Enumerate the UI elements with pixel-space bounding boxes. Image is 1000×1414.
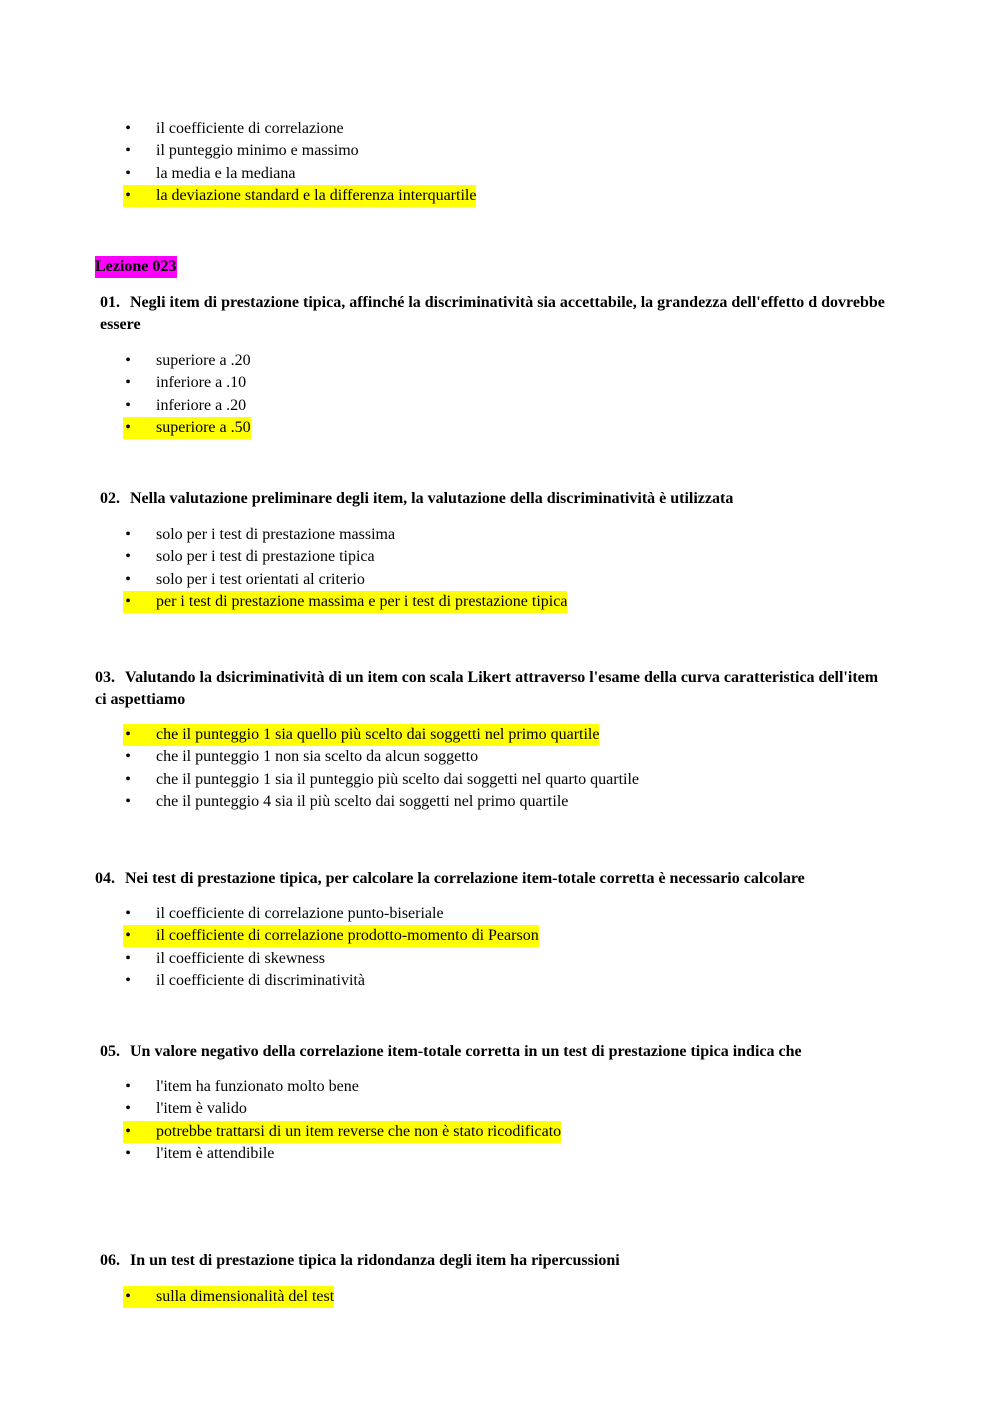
bullet-icon: • — [123, 1121, 133, 1143]
options-list — [95, 1286, 875, 1308]
bullet-icon: • — [125, 971, 131, 989]
option-item — [95, 1286, 875, 1308]
option-item — [95, 903, 875, 925]
question-number: 05. — [100, 1043, 120, 1060]
option-text: la deviazione standard e la differenza interquartile — [156, 185, 476, 207]
option-text: il coefficiente di correlazione prodotto-momento di Pearson — [156, 925, 539, 947]
options-list — [95, 903, 875, 992]
option-item — [95, 1143, 875, 1165]
option-text: il punteggio minimo e massimo — [156, 142, 359, 160]
bullet-icon: • — [123, 1286, 133, 1308]
question-03 — [95, 667, 885, 711]
options-list — [95, 350, 875, 439]
bullet-icon: • — [125, 770, 131, 788]
question-text: Nella valutazione preliminare degli item, la valutazione della discriminatività è utilizzata — [130, 490, 734, 507]
bullet-icon: • — [125, 905, 131, 922]
option-text: inferiore a .10 — [156, 374, 247, 392]
option-text: che il punteggio 1 sia quello più scelto dai soggetti nel primo quartile — [156, 724, 599, 746]
bullet-icon: • — [123, 925, 133, 947]
bullet-icon: • — [125, 142, 131, 160]
question-05-options — [95, 1076, 875, 1165]
bullet-icon: • — [123, 591, 133, 613]
bullet-icon: • — [123, 185, 133, 207]
option-item — [95, 1076, 875, 1098]
option-text: che il punteggio 1 sia il punteggio più scelto dai soggetti nel quarto quartile — [156, 770, 640, 788]
option-text: superiore a .50 — [156, 417, 251, 439]
option-item — [95, 163, 875, 185]
question-number: 01. — [100, 294, 120, 311]
option-text: solo per i test di prestazione massima — [156, 526, 396, 543]
option-item — [95, 185, 875, 207]
option-text: solo per i test orientati al criterio — [156, 570, 365, 588]
question-number: 04. — [95, 870, 115, 887]
option-item — [95, 769, 875, 791]
question-05 — [95, 1041, 890, 1063]
bullet-icon: • — [125, 570, 131, 588]
option-item — [95, 1098, 875, 1120]
question-04 — [95, 868, 885, 890]
option-item — [95, 724, 875, 746]
bullet-icon: • — [125, 120, 131, 137]
bullet-icon: • — [125, 1100, 131, 1118]
option-text: superiore a .20 — [156, 352, 251, 369]
question-01-options — [95, 350, 875, 439]
option-text: la media e la mediana — [156, 164, 296, 182]
option-text: l'item è valido — [156, 1100, 247, 1118]
question-text: In un test di prestazione tipica la ridondanza degli item ha ripercussioni — [130, 1252, 620, 1269]
bullet-icon: • — [125, 792, 131, 810]
option-text: sulla dimensionalità del test — [156, 1286, 334, 1308]
option-text: che il punteggio 1 non sia scelto da alcun soggetto — [156, 748, 479, 766]
bullet-icon: • — [125, 949, 131, 967]
option-item — [95, 925, 875, 947]
options-list — [95, 1076, 875, 1165]
question-02 — [95, 488, 890, 510]
option-item — [95, 948, 875, 970]
options-list — [95, 524, 875, 613]
bullet-icon: • — [125, 352, 131, 369]
option-item — [95, 372, 875, 394]
option-item — [95, 591, 875, 613]
question-03-options — [95, 724, 875, 813]
question-number: 06. — [100, 1252, 120, 1269]
question-number: 02. — [100, 490, 120, 507]
option-item — [95, 569, 875, 591]
option-item — [95, 1121, 875, 1143]
question-text: Valutando la dsicriminatività di un item con scala Likert attraverso l'esame della curva caratteristica dell'item ci aspettiamo — [95, 669, 879, 708]
option-item — [95, 395, 875, 417]
option-text: per i test di prestazione massima e per i test di prestazione tipica — [156, 591, 567, 613]
option-text: potrebbe trattarsi di un item reverse che non è stato ricodificato — [156, 1121, 561, 1143]
bullet-icon: • — [125, 164, 131, 182]
question-01 — [95, 292, 890, 336]
option-item — [95, 791, 875, 813]
bullet-icon: • — [123, 417, 133, 439]
option-text: l'item è attendibile — [156, 1144, 275, 1162]
bullet-icon: • — [125, 548, 131, 566]
option-text: il coefficiente di discriminatività — [156, 971, 365, 989]
question-text: Nei test di prestazione tipica, per calcolare la correlazione item-totale corretta è necessario calcolare — [125, 870, 805, 887]
question-number: 03. — [95, 669, 115, 686]
question-text: Negli item di prestazione tipica, affinché la discriminatività sia accettabile, la grandezza dell'effetto d dovrebbe essere — [100, 294, 885, 333]
option-item — [95, 746, 875, 768]
option-text: il coefficiente di correlazione punto-biseriale — [156, 905, 444, 922]
option-text: solo per i test di prestazione tipica — [156, 548, 375, 566]
options-list — [95, 724, 875, 813]
bullet-icon: • — [125, 526, 131, 543]
option-text: l'item ha funzionato molto bene — [156, 1078, 359, 1095]
option-item — [95, 417, 875, 439]
bullet-icon: • — [123, 724, 133, 746]
option-item — [95, 524, 875, 546]
top-options-list — [95, 118, 875, 207]
bullet-icon: • — [125, 396, 131, 414]
bullet-icon: • — [125, 748, 131, 766]
option-item — [95, 140, 875, 162]
option-item — [95, 118, 875, 140]
question-06-options — [95, 1286, 875, 1308]
question-text: Un valore negativo della correlazione item-totale corretta in un test di prestazione tipica indica che — [130, 1043, 802, 1060]
option-text: che il punteggio 4 sia il più scelto dai soggetti nel primo quartile — [156, 792, 569, 810]
question-02-options — [95, 524, 875, 613]
option-item — [95, 350, 875, 372]
question-04-options — [95, 903, 875, 992]
option-item — [95, 970, 875, 992]
bullet-icon: • — [125, 1078, 131, 1095]
option-text: il coefficiente di skewness — [156, 949, 325, 967]
bullet-icon: • — [125, 1144, 131, 1162]
option-item — [95, 546, 875, 568]
option-text: il coefficiente di correlazione — [156, 120, 344, 137]
top-options-block — [95, 118, 875, 207]
lesson-title: Lezione 023 — [95, 256, 177, 278]
bullet-icon: • — [125, 374, 131, 392]
option-text: inferiore a .20 — [156, 396, 247, 414]
question-06 — [95, 1250, 890, 1272]
